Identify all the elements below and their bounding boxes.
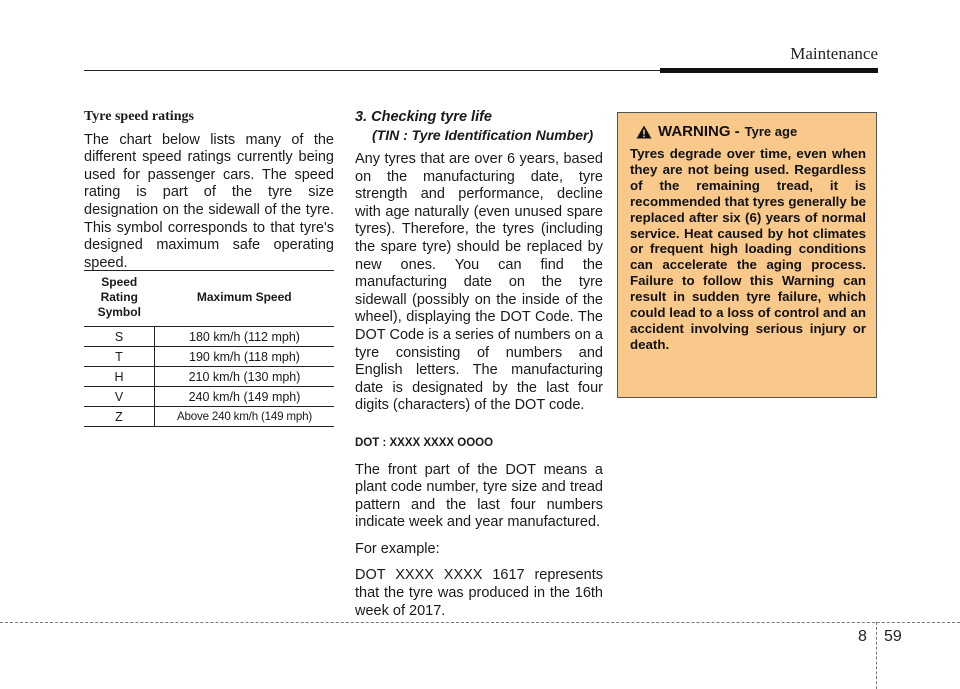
table-header-speed: Maximum Speed	[155, 271, 335, 327]
table-cell-speed: 190 km/h (118 mph)	[155, 347, 335, 367]
table-header-row	[84, 271, 334, 327]
tyre-life-heading: 3. Checking tyre life	[355, 109, 492, 125]
example-text: DOT XXXX XXXX 1617 represents that the tyre was produced in the 16th week of 2017.	[355, 567, 603, 619]
speed-ratings-body: The chart below lists many of the different speed ratings currently being used for passenger cars. The speed rating is part of the tyre size designation on the sidewall of the tyre. This symbol corresponds to that tyre's designed maximum safe operating speed.	[84, 131, 334, 271]
example-label: For example:	[355, 540, 440, 557]
footer-divider	[876, 622, 877, 689]
table-cell-symbol: H	[84, 367, 155, 387]
tyre-life-body: Any tyres that are over 6 years, based on the manufacturing date, tyre strength and performance, decline with age naturally (even unused spare tyres). Therefore, the tyres (including the spare tyre) should be replaced by new ones. You can find the manufacturing date on the tyre sidewall (possibly on the inside of the wheel), displaying the DOT Code. The DOT Code is a series of numbers on a tyre consisting of numbers and English letters. The manufacturing date is designated by the last four digits (characters) of the DOT code.	[355, 151, 603, 414]
warning-title: WARNING -	[658, 123, 740, 140]
table-cell-symbol: T	[84, 347, 155, 367]
page-number: 59	[884, 628, 902, 645]
table-header-symbol: Speed Rating Symbol	[84, 271, 155, 327]
table-cell-speed: 240 km/h (149 mph)	[155, 387, 335, 407]
speed-rating-table	[84, 270, 334, 427]
warning-header	[630, 123, 866, 140]
table-cell-speed: 180 km/h (112 mph)	[155, 327, 335, 347]
header-rule	[84, 70, 660, 71]
chapter-number: 8	[858, 628, 867, 645]
tyre-life-subheading: (TIN : Tyre Identification Number)	[372, 127, 594, 143]
speed-ratings-section	[84, 108, 334, 272]
table-row	[84, 327, 334, 347]
dot-explanation: The front part of the DOT means a plant code number, tyre size and tread pattern and the last four numbers indicate week and year manufactured.	[355, 461, 603, 531]
warning-text: Tyres degrade over time, even when they are not being used. Regardless of the remaining tread, it is recommended that tyres generally be replaced after six (6) years of normal service. Heat caused by hot climates or frequent high loading conditions can accelerate the aging process. Failure to follow this Warning can result in sudden tyre failure, which could lead to a loss of control and an accident involving serious injury or death.	[630, 146, 866, 352]
header-bar	[660, 68, 878, 73]
speed-ratings-heading: Tyre speed ratings	[84, 109, 194, 124]
warning-subtitle: Tyre age	[744, 124, 798, 139]
warning-box	[617, 112, 877, 398]
footer-rule	[0, 622, 960, 623]
table-row	[84, 367, 334, 387]
table-row	[84, 347, 334, 367]
table-row	[84, 387, 334, 407]
table-row	[84, 407, 334, 427]
table-cell-speed: Above 240 km/h (149 mph)	[155, 407, 335, 427]
table-cell-symbol: Z	[84, 407, 155, 427]
dot-code: DOT : XXXX XXXX OOOO	[355, 436, 494, 449]
table-cell-symbol: S	[84, 327, 155, 347]
table-cell-speed: 210 km/h (130 mph)	[155, 367, 335, 387]
warning-triangle-icon	[636, 125, 652, 139]
tyre-life-section	[355, 108, 603, 620]
table-cell-symbol: V	[84, 387, 155, 407]
page-header-title: Maintenance	[790, 44, 878, 63]
